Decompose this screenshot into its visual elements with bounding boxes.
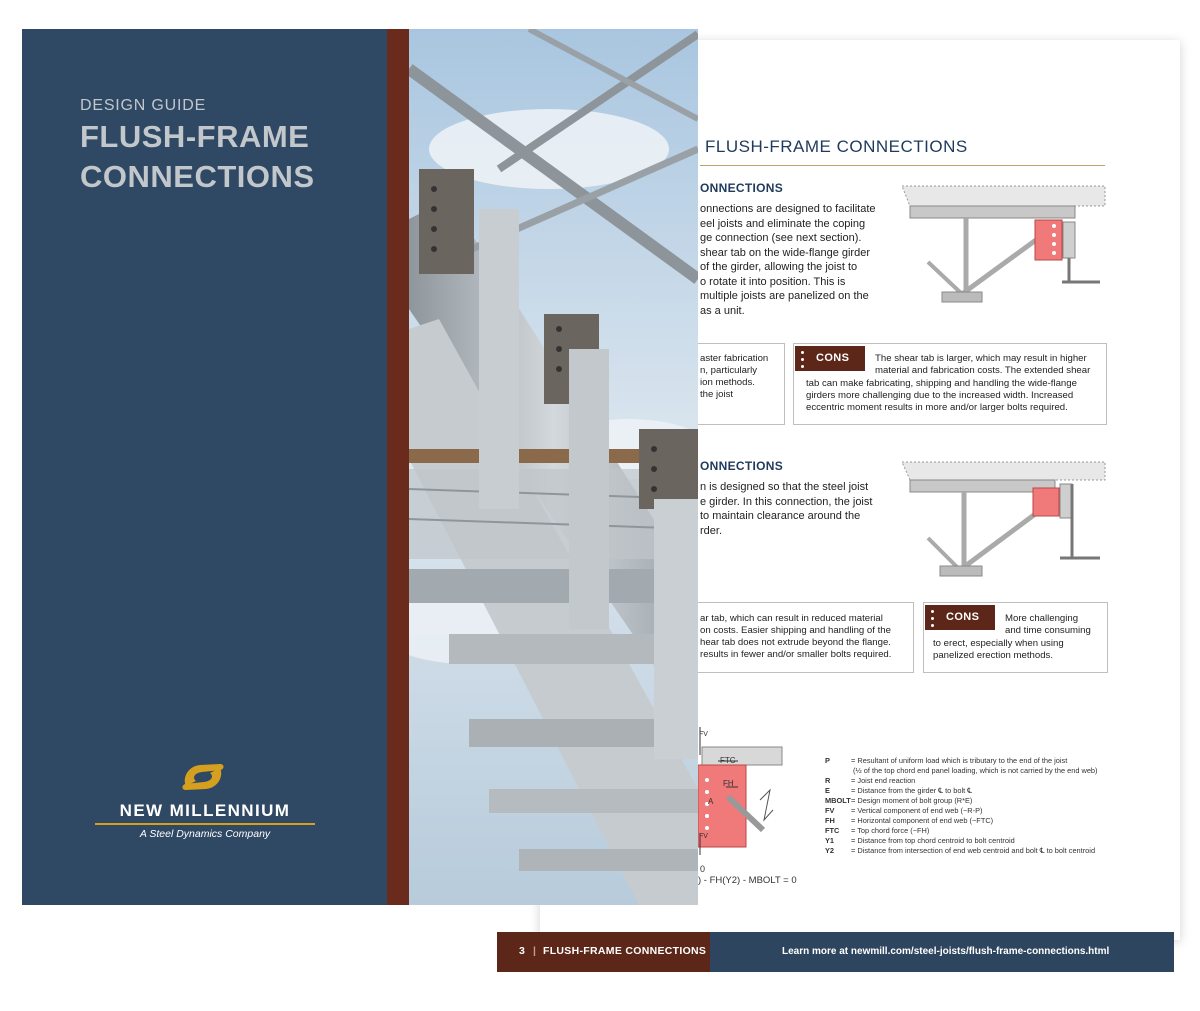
legend-item: FTC = Top chord force (~FH) [825,826,930,835]
bottom-web [928,262,962,294]
bottom-web [928,538,960,570]
fv-bottom-label: FV [699,833,708,840]
break-line [760,790,773,820]
bolt [705,790,709,794]
new-millennium-logo-icon [180,760,226,794]
cover-accent-strip [387,29,409,905]
top-chord [910,206,1075,218]
legend-item: R = Joist end reaction [825,776,916,785]
bolt [1052,224,1056,228]
footer-link-bar [710,932,1174,972]
bolt [705,814,709,818]
footer-separator: | [533,945,537,957]
cons-box-1-rest: tab can make fabricating, shipping and handling the wide-flange girders more challenging due to the increased width. Increased eccentric moment results in more and/or larger bolts required. [806,378,1077,413]
brand-name: NEW MILLENNIUM [119,801,291,820]
deck-slab [902,186,1105,206]
dots-icon [801,351,804,372]
section1-heading: ONNECTIONS [700,181,784,195]
brand-tagline: A Steel Dynamics Company [139,828,271,840]
shear-tab [1033,488,1059,516]
top-chord [702,747,782,765]
footer-link[interactable]: Learn more at newmill.com/steel-joists/flush-frame-connections.html [782,946,1110,957]
bolt [1052,242,1056,246]
legend-item: MBOLT= Design moment of bolt group (R*E) [825,796,973,805]
section2-heading: ONNECTIONS [700,459,784,473]
a-label: A [708,797,714,806]
inside-page-title: FLUSH-FRAME CONNECTIONS [705,137,968,156]
deck-slab [902,462,1105,480]
pros-box-2-text: ar tab, which can result in reduced material on costs. Easier shipping and handling of the hear tab does not extrude beyond the flange. results in fewer and/or smaller bolts required. [700,613,892,660]
bolt [1052,233,1056,237]
force-diagram [698,725,798,890]
title-rule [700,165,1105,166]
legend-item: FH = Horizontal component of end web (~FTC) [825,816,994,825]
cons-box-2-first: More challenging and time consuming [1005,613,1091,636]
pros-box-1-text: aster fabrication n, particularly ion methods. the joist [700,353,769,400]
shear-tab [1035,220,1062,260]
brand-underline [95,823,315,825]
cons-badge-2: CONS [925,605,995,630]
section1-body: onnections are designed to facilitate eel joists and eliminate the coping ge connection (see next section). shear tab on the wide-flange girder of the girder, allowing the joist to o rotate it into position. This is multiple joists are panelized on the as a unit. [700,203,876,317]
girder-web [1063,222,1075,258]
legend-item: FV = Vertical component of end web (~R-P) [825,806,983,815]
zero-label: 0 [700,864,706,874]
cons-box-2-rest: to erect, especially when using panelized erection methods. [933,638,1064,661]
moment-equation: ) - FH(Y2) - MBOLT = 0 [698,875,797,886]
legend-item: (½ of the top chord end panel loading, which is not carried by the end web) [851,766,1098,775]
cover-title: FLUSH-FRAME CONNECTIONS [80,119,315,194]
dots-icon [931,610,934,631]
bolt [1052,251,1056,255]
footer-section-label [497,932,710,972]
ftc-label: FTC [720,756,736,765]
legend-item: P = Resultant of uniform load which is tributary to the end of the joist [825,756,1068,765]
bolt [705,778,709,782]
page-number: 3 [519,945,526,957]
cons-badge-1: CONS [795,346,865,371]
girder-web [1060,484,1072,518]
bottom-chord [940,566,982,576]
legend-item: Y1 = Distance from top chord centroid to bolt centroid [825,836,1015,845]
fh-label: FH [723,779,734,788]
bolt [705,826,709,830]
connection-diagram-1 [900,182,1110,307]
cover-page [22,29,698,905]
variable-legend [825,756,1098,856]
steel-structure-photo [409,29,698,905]
cover-subtitle: DESIGN GUIDE [80,97,207,114]
bottom-chord [942,292,982,302]
fv-top-label: FV [699,731,708,738]
connection-diagram-2 [900,458,1110,583]
legend-item: Y2 = Distance from intersection of end web centroid and bolt ℄ to bolt centroid [825,846,1096,855]
footer-section: FLUSH-FRAME CONNECTIONS [543,945,707,957]
cons-box-1-first: The shear tab is larger, which may result in higher material and fabrication costs. The extended shear [875,353,1091,376]
diagonal-web [962,237,1040,294]
legend-item: E = Distance from the girder ℄ to bolt ℄ [825,786,973,795]
section2-body: n is designed so that the steel joist e girder. In this connection, the joist to maintain clearance around the rder. [700,481,873,537]
